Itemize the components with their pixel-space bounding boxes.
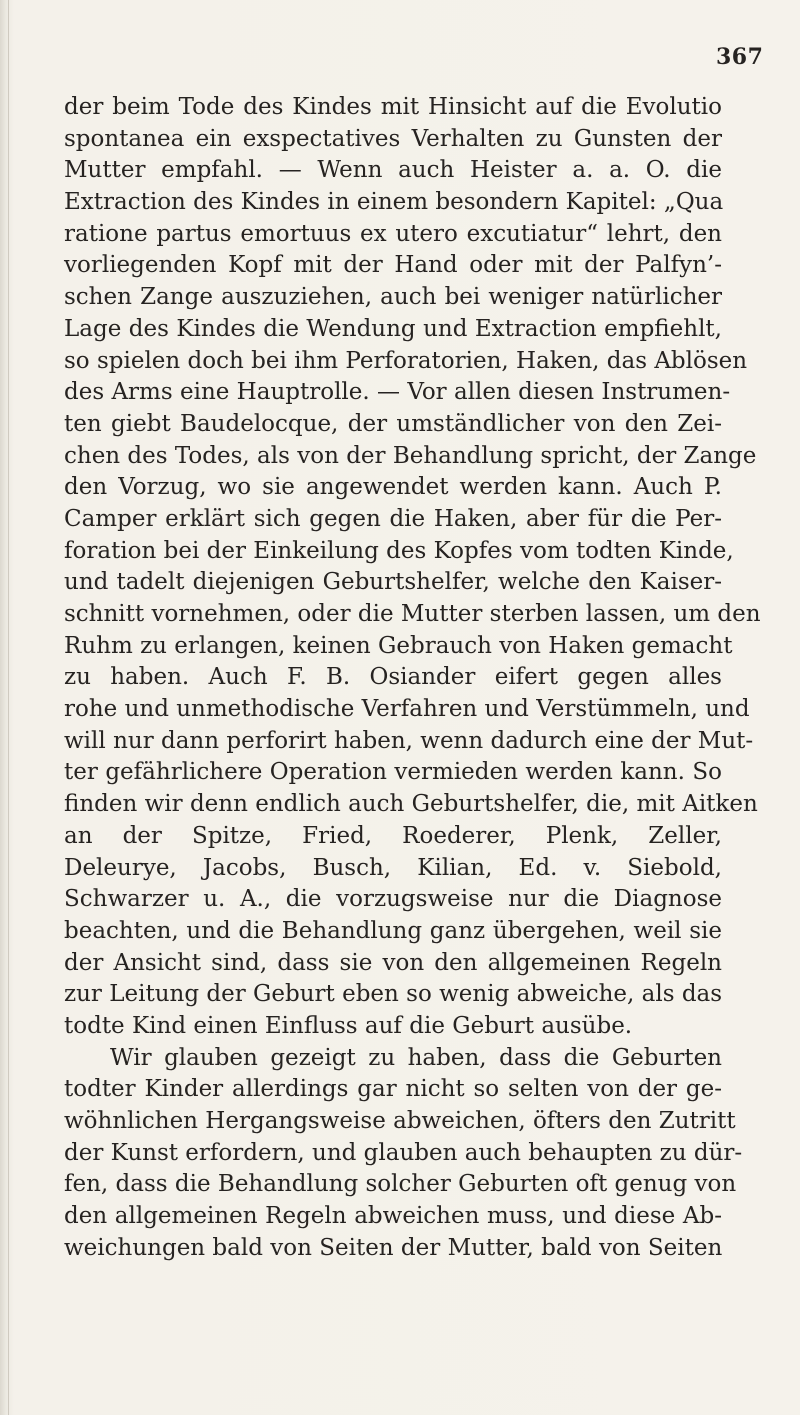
text-line: foration bei der Einkeilung des Kopfes vom todten Kinde, bbox=[64, 537, 734, 564]
text-line: chen des Todes, als von der Behandlung spricht, der Zange bbox=[64, 442, 757, 469]
page-number: 367 bbox=[716, 44, 764, 70]
text-line: fen, dass die Behandlung solcher Geburten oft genug von bbox=[64, 1171, 737, 1198]
text-line: und tadelt diejenigen Geburtshelfer, welche den Kaiser- bbox=[64, 569, 722, 596]
text-line: Deleurye, Jacobs, Busch, Kilian, Ed. v. Siebold, bbox=[64, 854, 722, 881]
text-line: will nur dann perforirt haben, wenn dadurch eine der Mut- bbox=[64, 727, 754, 754]
paragraph-start-line: Wir glauben gezeigt zu haben, dass die Geburten bbox=[110, 1044, 722, 1071]
page-gutter bbox=[8, 0, 9, 1415]
text-line: schnitt vornehmen, oder die Mutter sterben lassen, um den bbox=[64, 601, 761, 627]
text-line: weichungen bald von Seiten der Mutter, bald von Seiten bbox=[64, 1234, 723, 1261]
text-line: beachten, und die Behandlung ganz übergehen, weil sie bbox=[64, 917, 722, 944]
text-line: Ruhm zu erlangen, keinen Gebrauch von Haken gemacht bbox=[64, 632, 733, 659]
text-line: des Arms eine Hauptrolle. — Vor allen diesen Instrumen- bbox=[64, 379, 731, 406]
text-line: finden wir denn endlich auch Geburtshelfer, die, mit Aitken bbox=[64, 791, 758, 818]
text-line: der Ansicht sind, dass sie von den allgemeinen Regeln bbox=[64, 949, 722, 976]
text-line: rohe und unmethodische Verfahren und Verstümmeln, und bbox=[64, 696, 750, 723]
text-line: zu haben. Auch F. B. Osiander eifert gegen alles bbox=[64, 664, 722, 691]
paragraph-end-line: todte Kind einen Einfluss auf die Geburt ausübe. bbox=[64, 1012, 633, 1039]
text-line: todter Kinder allerdings gar nicht so selten von der ge- bbox=[64, 1076, 722, 1103]
text-line: Extraction des Kindes in einem besondern Kapitel: „Qua bbox=[64, 189, 724, 216]
text-line: der beim Tode des Kindes mit Hinsicht auf die Evolutio bbox=[64, 94, 722, 120]
text-line: vorliegenden Kopf mit der Hand oder mit der Palfyn’- bbox=[64, 252, 722, 279]
body-text bbox=[64, 92, 761, 1264]
text-line: der Kunst erfordern, und glauben auch behaupten zu dür- bbox=[64, 1139, 743, 1166]
text-line: ratione partus emortuus ex utero excutiatur“ lehrt, den bbox=[64, 220, 722, 247]
text-line: spontanea ein exspectatives Verhalten zu Gunsten der bbox=[64, 125, 722, 152]
text-line: Mutter empfahl. — Wenn auch Heister a. a. O. die bbox=[64, 157, 722, 184]
text-line: schen Zange auszuziehen, auch bei weniger natürlicher bbox=[64, 284, 722, 311]
text-line: wöhnlichen Hergangsweise abweichen, öfters den Zutritt bbox=[64, 1108, 736, 1134]
text-line: zur Leitung der Geburt eben so wenig abweiche, als das bbox=[64, 981, 723, 1008]
text-line: Schwarzer u. A., die vorzugsweise nur die Diagnose bbox=[64, 886, 722, 913]
text-line: Lage des Kindes die Wendung und Extraction empfiehlt, bbox=[64, 315, 722, 342]
text-line: den Vorzug, wo sie angewendet werden kann. Auch P. bbox=[64, 474, 722, 501]
text-line: so spielen doch bei ihm Perforatorien, Haken, das Ablösen bbox=[64, 347, 748, 374]
text-line: an der Spitze, Fried, Roederer, Plenk, Zeller, bbox=[64, 822, 722, 849]
text-line: Camper erklärt sich gegen die Haken, aber für die Per- bbox=[64, 505, 722, 532]
text-line: ter gefährlichere Operation vermieden werden kann. So bbox=[64, 759, 722, 786]
text-line: ten giebt Baudelocque, der umständlicher von den Zei- bbox=[64, 410, 722, 437]
text-line: den allgemeinen Regeln abweichen muss, und diese Ab- bbox=[64, 1203, 722, 1230]
